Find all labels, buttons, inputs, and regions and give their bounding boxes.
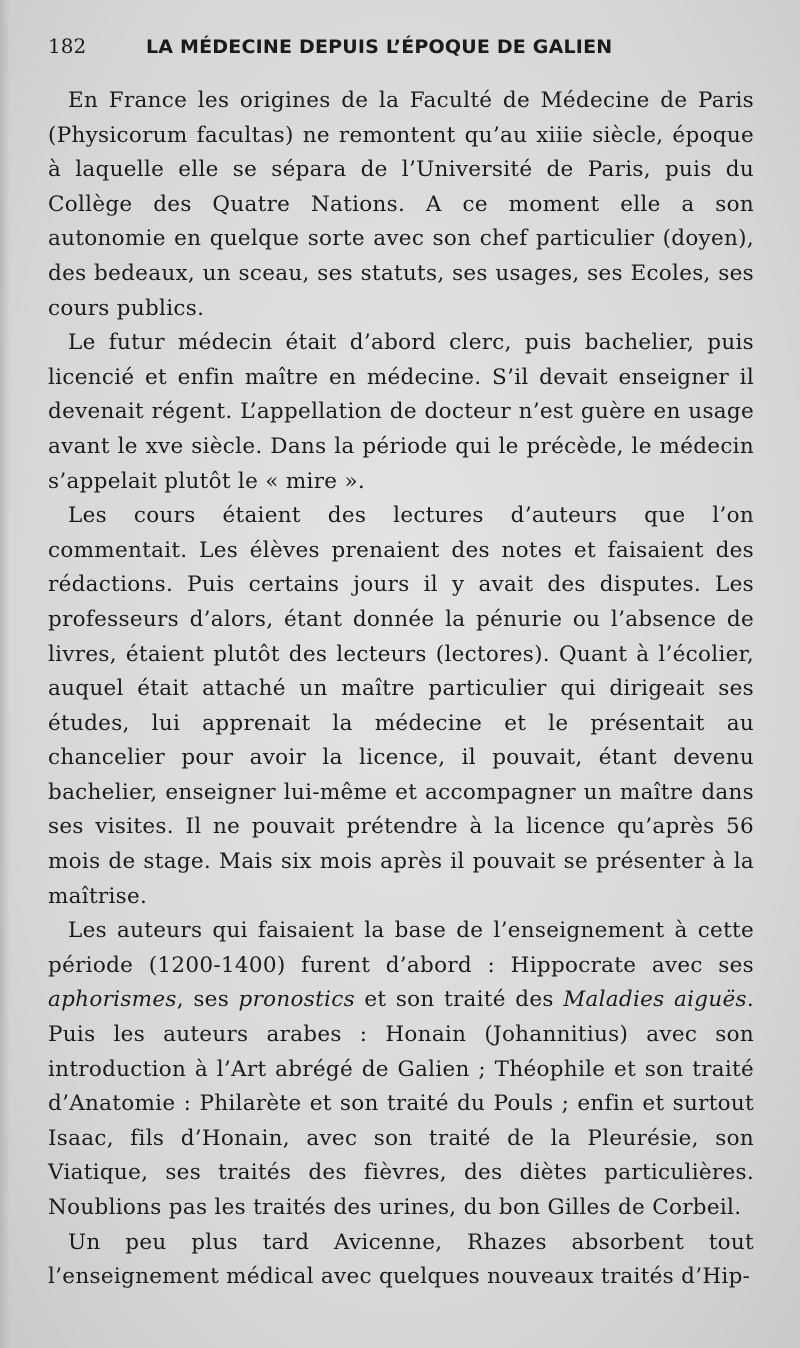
title-pronostics: pronostics xyxy=(238,987,355,1013)
page-header xyxy=(48,34,754,78)
paragraph-faculty-origins: En France les origines de la Faculté de Médecine de Paris (Physicorum facultas) ne remontent qu’au xiiie siècle, époque à laquelle elle se sépara de l’Université de Paris, puis du Collège des Quatre Nations. A ce moment elle a son autonomie en quelque sorte avec son chef particulier (doyen), des bedeaux, un sceau, ses statuts, ses usages, ses Ecoles, ses cours publics. xyxy=(48,88,754,321)
page-number: 182 xyxy=(48,34,87,58)
paragraph-courses: Les cours étaient des lectures d’auteurs que l’on commentait. Les élèves prenaient des notes et faisaient des rédactions. Puis certains jours il y avait des disputes. Les professeurs d’alors, étant donnée la pénurie ou l’absence de livres, étaient plutôt des lecteurs (lectores). Quant à l’écolier, auquel était attaché un maître particulier qui dirigeait ses études, lui apprenait la médecine et le présentait au chancelier pour avoir la licence, il pouvait, étant devenu bachelier, enseigner lui-même et accompagner un maître dans ses visites. Il ne pouvait prétendre à la licence qu’après 56 mois de stage. Mais six mois après il pouvait se présenter à la maîtrise. xyxy=(48,503,754,909)
title-maladies-aigues: Maladies aiguës xyxy=(563,987,747,1013)
authors-text-start: Les auteurs qui faisaient la base de l’enseignement à cette période (1200-1400) furent d’abord : Hippocrate avec ses xyxy=(48,918,754,978)
authors-text-end: . Puis les auteurs arabes : Honain (Johannitius) avec son introduction à l’Art abrégé de Galien ; Théophile et son traité d’Anatomie : Philarète et son traité du Pouls ; enfin et surtout Isaac, fils d’Honain, avec son traité de la Pleurésie, son Viatique, ses traités des fièvres, des diètes particulières. Noublions pas les traités des urines, du bon Gilles de Corbeil. xyxy=(48,987,754,1220)
paragraph-medical-degrees: Le futur médecin était d’abord clerc, puis bachelier, puis licencié et enfin maître en médecine. S’il devait enseigner il devenait régent. L’appellation de docteur n’est guère en usage avant le xve siècle. Dans la période qui le précède, le médecin s’appelait plutôt le « mire ». xyxy=(48,330,754,494)
body-text xyxy=(48,84,754,1295)
authors-text-mid1: , ses xyxy=(176,987,239,1013)
paragraph-authors xyxy=(48,914,754,1225)
title-aphorismes: aphorismes xyxy=(48,987,177,1013)
running-title: LA MÉDECINE DEPUIS L’ÉPOQUE DE GALIEN xyxy=(146,36,613,58)
paragraph-avicenne: Un peu plus tard Avicenne, Rhazes absorbent tout l’enseignement médical avec quelques nouveaux traités d’Hip- xyxy=(48,1229,754,1290)
authors-text-mid2: et son traité des xyxy=(354,987,564,1013)
